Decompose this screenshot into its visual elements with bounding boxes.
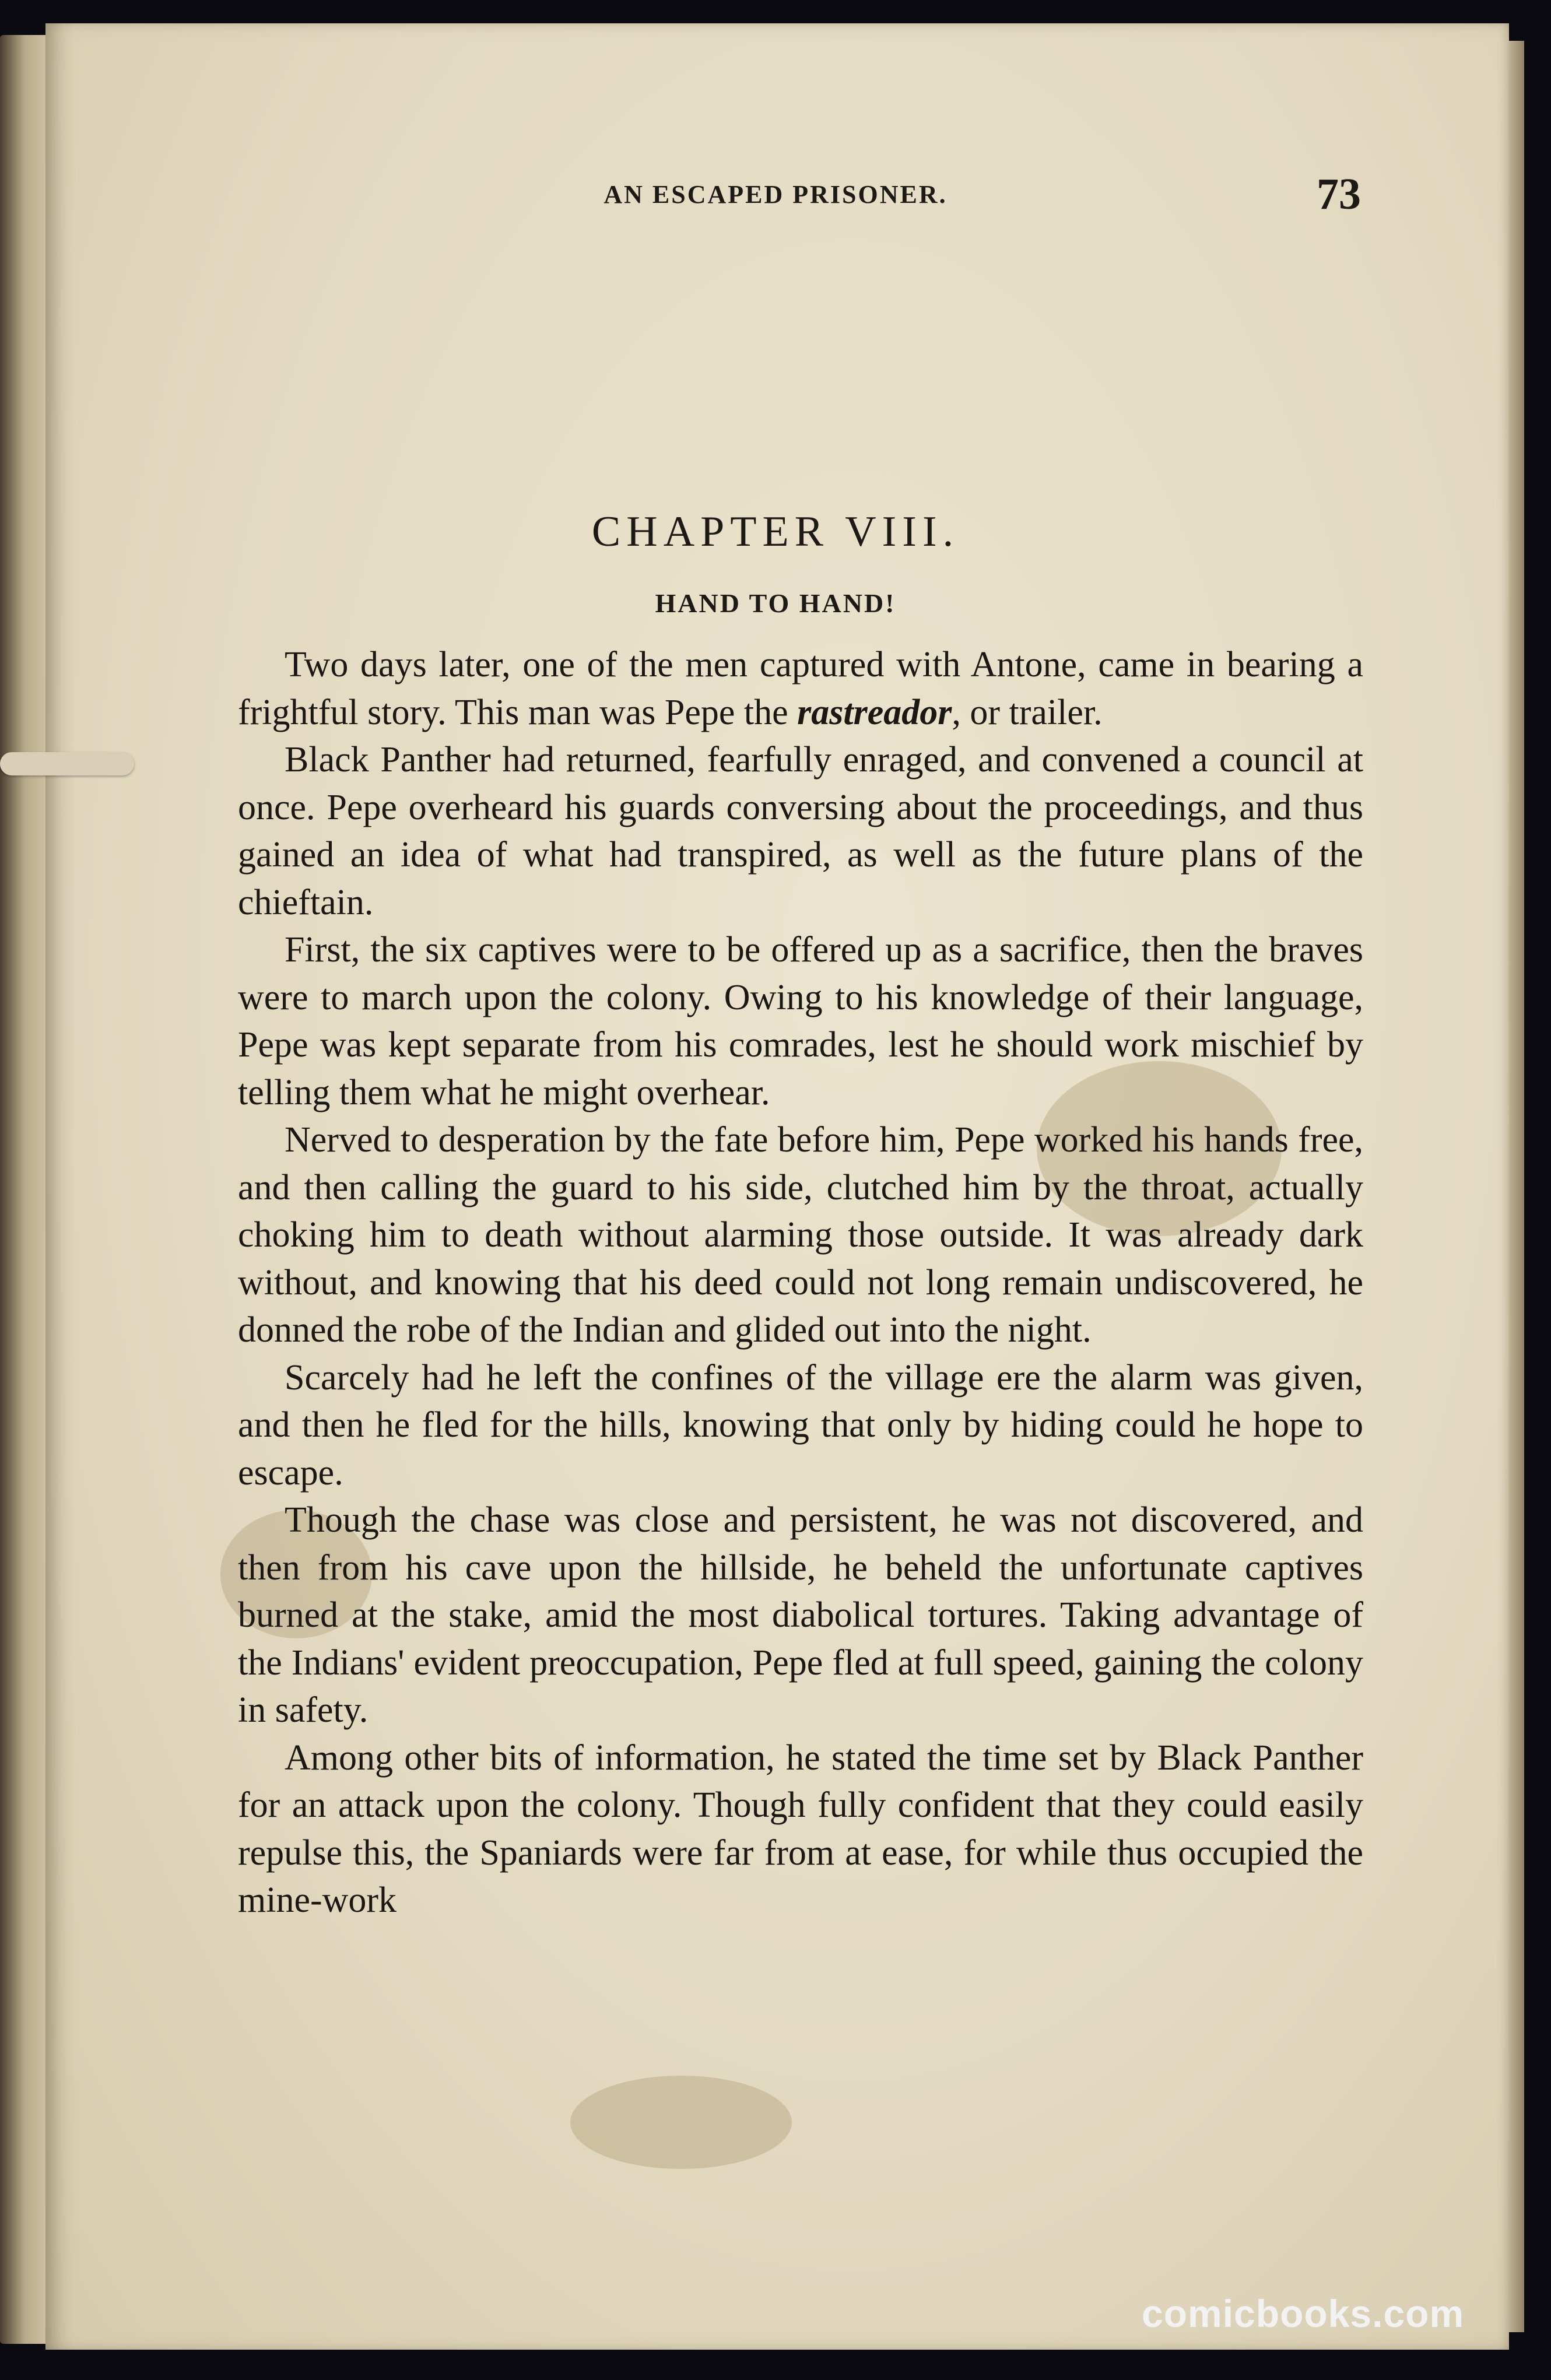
left-page-edge	[0, 35, 45, 2344]
paper-stain	[570, 2076, 792, 2169]
italic-term: rastreador	[797, 692, 952, 732]
paragraph-2: Black Panther had returned, fearfully enraged, and convened a council at once. Pepe overheard his guards conversing about the proceedings, and thus gained an idea of what had transpired, as well as the future plans of the chieftain.	[238, 740, 1363, 922]
page-number: 73	[1317, 170, 1361, 219]
running-head: AN ESCAPED PRISONER.	[603, 180, 948, 209]
watermark: comicbooks.com	[1142, 2292, 1465, 2335]
body-text	[238, 641, 1363, 1925]
binding-string	[0, 752, 134, 775]
paragraph-1	[238, 641, 1363, 736]
paragraph-6: Though the chase was close and persistent, he was not discovered, and then from his cave upon the hillside, he beheld the unfortunate captives burned at the stake, amid the most diabolical tortures. Taking advantage of the Indians' evident preoccupation, Pepe fled at full speed, gaining the colony in safety.	[238, 1500, 1363, 1730]
paragraph-1-end: , or trailer.	[952, 692, 1103, 732]
paragraph-5: Scarcely had he left the confines of the village ere the alarm was given, and then he fled for the hills, knowing that only by hiding could he hope to escape.	[238, 1357, 1363, 1493]
paragraph-3: First, the six captives were to be offered up as a sacrifice, then the braves were to march upon the colony. Owing to his knowledge of their language, Pepe was kept separate from his comrades, lest he should work mischief by telling them what he might overhear.	[238, 930, 1363, 1112]
chapter-title: CHAPTER VIII.	[591, 508, 960, 556]
page-right-edge	[1509, 41, 1524, 2332]
paragraph-1-start: Two days later, one of the men captured with Antone, came in bearing a frightful story. This man was Pepe the	[238, 645, 1363, 732]
chapter-subtitle: HAND TO HAND!	[655, 588, 896, 618]
paragraph-4: Nerved to desperation by the fate before him, Pepe worked his hands free, and then calling the guard to his side, clutched him by the throat, actually choking him to death without alarming those outside. It was already dark without, and knowing that his deed could not long remain undiscovered, he donned the robe of the Indian and glided out into the night.	[238, 1120, 1363, 1350]
paragraph-7: Among other bits of information, he stated the time set by Black Panther for an attack upon the colony. Though fully confident that they could easily repulse this, the Spaniards were far from at ease, for while thus occupied the mine-work	[238, 1737, 1363, 1920]
